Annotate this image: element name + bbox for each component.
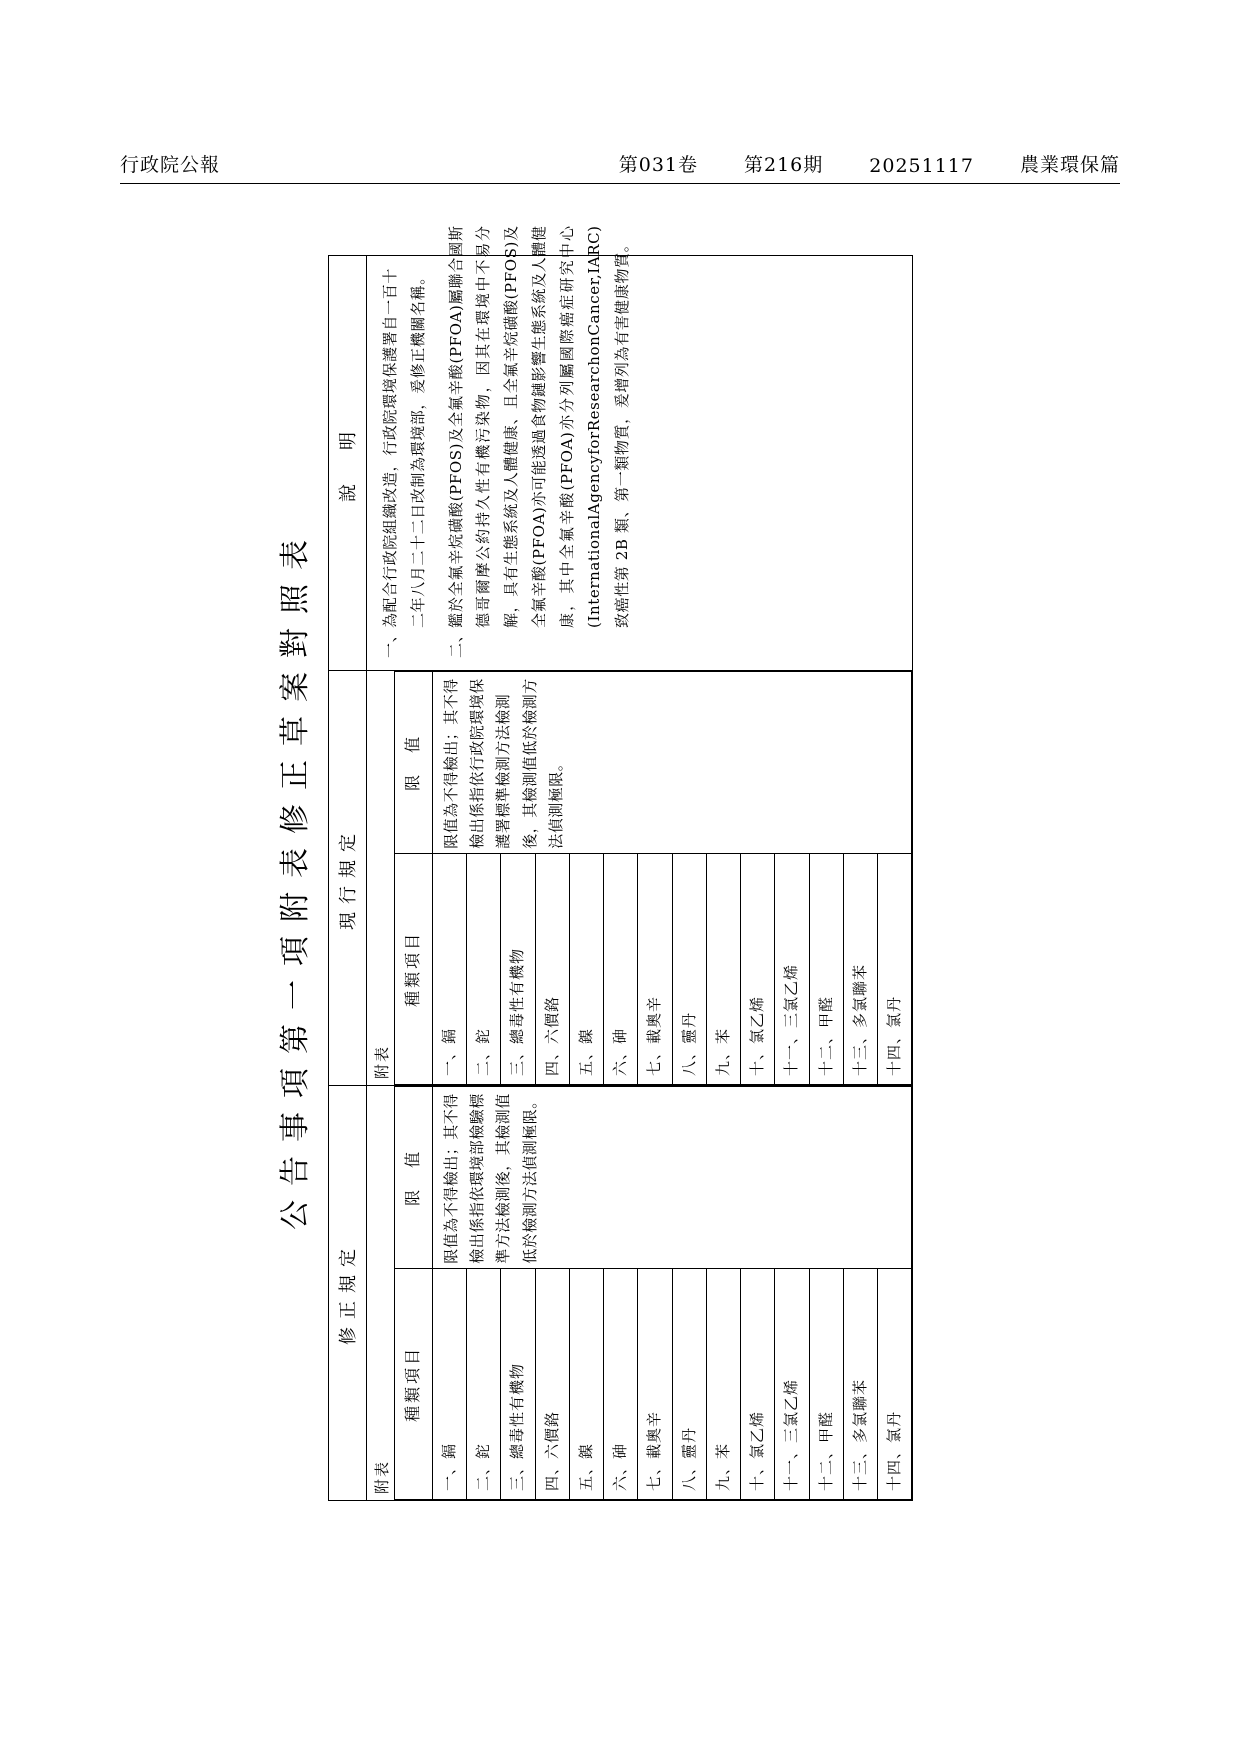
explanation-number: 二、	[446, 626, 465, 658]
current-item: 一、鎘	[432, 853, 466, 1084]
explanation-item	[377, 268, 433, 658]
explanation-number: 一、	[381, 626, 399, 658]
table-row	[395, 671, 433, 1084]
amended-limit-text: 限值為不得檢出；其不得檢出係指依環境部檢驗標準方法檢測後，其檢測值低於檢測方法偵測極限。	[432, 1086, 912, 1268]
cell-current	[367, 670, 913, 1085]
explanation-text: 為配合行政院組織改造，行政院環境保護署自一百十二年八月二十二日改制為環境部，爰修正機關名稱。	[381, 267, 427, 628]
column-header-explanation: 說 明	[329, 255, 367, 670]
cell-explanation	[367, 224, 913, 670]
attachment-label-amended: 附表	[373, 1459, 391, 1494]
amended-item: 十三、多氯聯苯	[843, 1268, 877, 1499]
current-items-table	[394, 671, 912, 1085]
amended-item: 十二、甲醛	[809, 1268, 843, 1499]
section-name: 農業環保篇	[1019, 154, 1120, 176]
current-item: 四、六價鉻	[535, 853, 569, 1084]
current-item: 六、砷	[604, 853, 638, 1084]
current-item: 十三、多氯聯苯	[843, 853, 877, 1084]
explanation-item	[443, 224, 637, 658]
amended-item: 九、苯	[706, 1268, 740, 1499]
page-title: 公告事項第一項附表修正草案對照表	[278, 525, 313, 1230]
amended-item: 六、砷	[604, 1268, 638, 1499]
amended-col-limit: 限 值	[395, 1086, 433, 1268]
current-item: 十二、甲醛	[809, 853, 843, 1084]
current-item: 十一、三氯乙烯	[775, 853, 809, 1084]
current-item: 五、鎳	[569, 853, 603, 1084]
amended-item: 二、鉈	[467, 1268, 501, 1499]
amended-item: 五、鎳	[569, 1268, 603, 1499]
current-item: 八、靈丹	[672, 853, 706, 1084]
current-col-limit: 限 值	[395, 671, 433, 853]
amended-items-table	[394, 1086, 912, 1500]
current-limit-text: 限值為不得檢出；其不得檢出係指依行政院環境保護署標準檢測方法檢測後，其檢測值低於檢測方法偵測極限。	[432, 671, 912, 853]
amended-item: 十、氯乙烯	[741, 1268, 775, 1499]
column-header-amended: 修正規定	[329, 1085, 367, 1500]
amended-item: 四、六價鉻	[535, 1268, 569, 1499]
amended-item: 十一、三氯乙烯	[775, 1268, 809, 1499]
volume-number: 第031卷	[618, 154, 698, 176]
comparison-table	[328, 224, 913, 1501]
amended-item: 十四、氯丹	[878, 1268, 912, 1499]
table-body-row	[367, 255, 913, 1500]
current-item: 十、氯乙烯	[741, 853, 775, 1084]
current-item: 二、鉈	[467, 853, 501, 1084]
current-col-category: 種類項目	[395, 853, 433, 1084]
explanation-text: 鑑於全氟辛烷磺酸(PFOS)及全氟辛酸(PFOA)屬聯合國斯德哥爾摩公約持久性有機污染物，因其在環境中不易分解，具有生態系統及人體健康、且全氟辛烷磺酸(PFOS)及全氟辛酸(PFOA)亦可能透過食物鏈影響生態系統及人體健康，其中全氟辛酸(PFOA)亦分列屬國際癌症研究中心(InternationalAgencyforResearchonCancer,IARC)致癌性第 2B 類、第一類物質，爰增列為有害健康物質。	[446, 224, 631, 628]
amended-col-category: 種類項目	[395, 1268, 433, 1499]
attachment-label-current: 附表	[373, 1044, 391, 1079]
current-item: 九、苯	[706, 853, 740, 1084]
table-header-row	[329, 255, 367, 1500]
table-row	[395, 1086, 433, 1499]
current-item: 十四、氯丹	[878, 853, 912, 1084]
amended-item: 三、總毒性有機物	[501, 1268, 535, 1499]
gazette-name: 行政院公報	[120, 154, 221, 176]
issue-number: 第216期	[744, 154, 824, 176]
table-row	[432, 671, 466, 1084]
column-header-current: 現行規定	[329, 670, 367, 1085]
publication-date: 20251117	[869, 155, 974, 177]
table-row	[432, 1086, 466, 1499]
amended-item: 一、鎘	[432, 1268, 466, 1499]
current-item: 三、總毒性有機物	[501, 853, 535, 1084]
amended-item: 七、載奧辛	[638, 1268, 672, 1499]
current-item: 七、載奧辛	[638, 853, 672, 1084]
cell-amended	[367, 1085, 913, 1500]
amended-item: 八、靈丹	[672, 1268, 706, 1499]
